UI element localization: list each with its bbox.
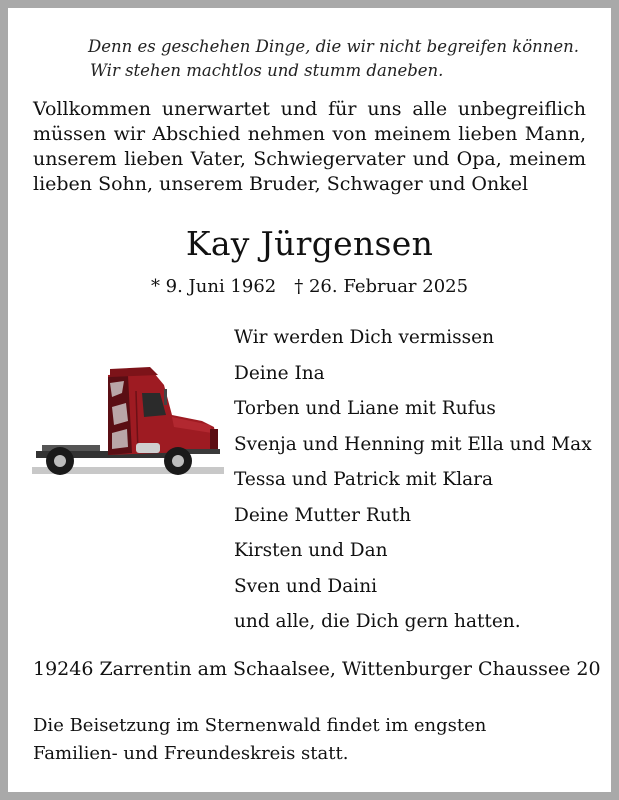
mourner-line: Torben und Liane mit Rufus (234, 398, 496, 419)
funeral-line-1: Die Beisetzung im Sternenwald findet im engsten (33, 715, 487, 736)
address-line: 19246 Zarrentin am Schaalsee, Wittenburger Chaussee 20 (33, 658, 601, 680)
motto-quote (88, 35, 608, 83)
intro-text: Vollkommen unerwartet und für uns alle unbegreiflich müssen wir Abschied nehmen von meinem lieben Mann, unserem lieben Vater, Schwiegervater und Opa, meinem lieben Sohn, unserem Bruder, Schwager und Onkel (33, 98, 586, 195)
truck-icon (32, 363, 224, 478)
funeral-line-2: Familien- und Freundeskreis statt. (33, 743, 349, 764)
funeral-notice (33, 712, 593, 768)
motto-line-1: Denn es geschehen Dinge, die wir nicht begreifen können. (88, 37, 580, 56)
deceased-name: Kay Jürgensen (185, 224, 434, 263)
mourner-line: Tessa und Patrick mit Klara (234, 469, 494, 490)
motto-line-2: Wir stehen machtlos und stumm daneben. (90, 61, 444, 80)
mourner-line: Sven und Daini (234, 575, 378, 597)
mourner-line: Wir werden Dich vermissen (234, 327, 495, 348)
mourners-list (234, 320, 606, 640)
mourner-line: Svenja und Henning mit Ella und Max (234, 433, 592, 455)
mourner-line: Deine Ina (234, 362, 325, 384)
birth-date: * 9. Juni 1962 (150, 276, 277, 297)
mourner-line: und alle, die Dich gern hatten. (234, 611, 521, 632)
death-date: † 26. Februar 2025 (294, 276, 469, 297)
mourner-line: Kirsten und Dan (234, 540, 388, 561)
mourner-line: Deine Mutter Ruth (234, 504, 412, 526)
life-dates (8, 276, 611, 297)
obituary-card (8, 8, 611, 792)
